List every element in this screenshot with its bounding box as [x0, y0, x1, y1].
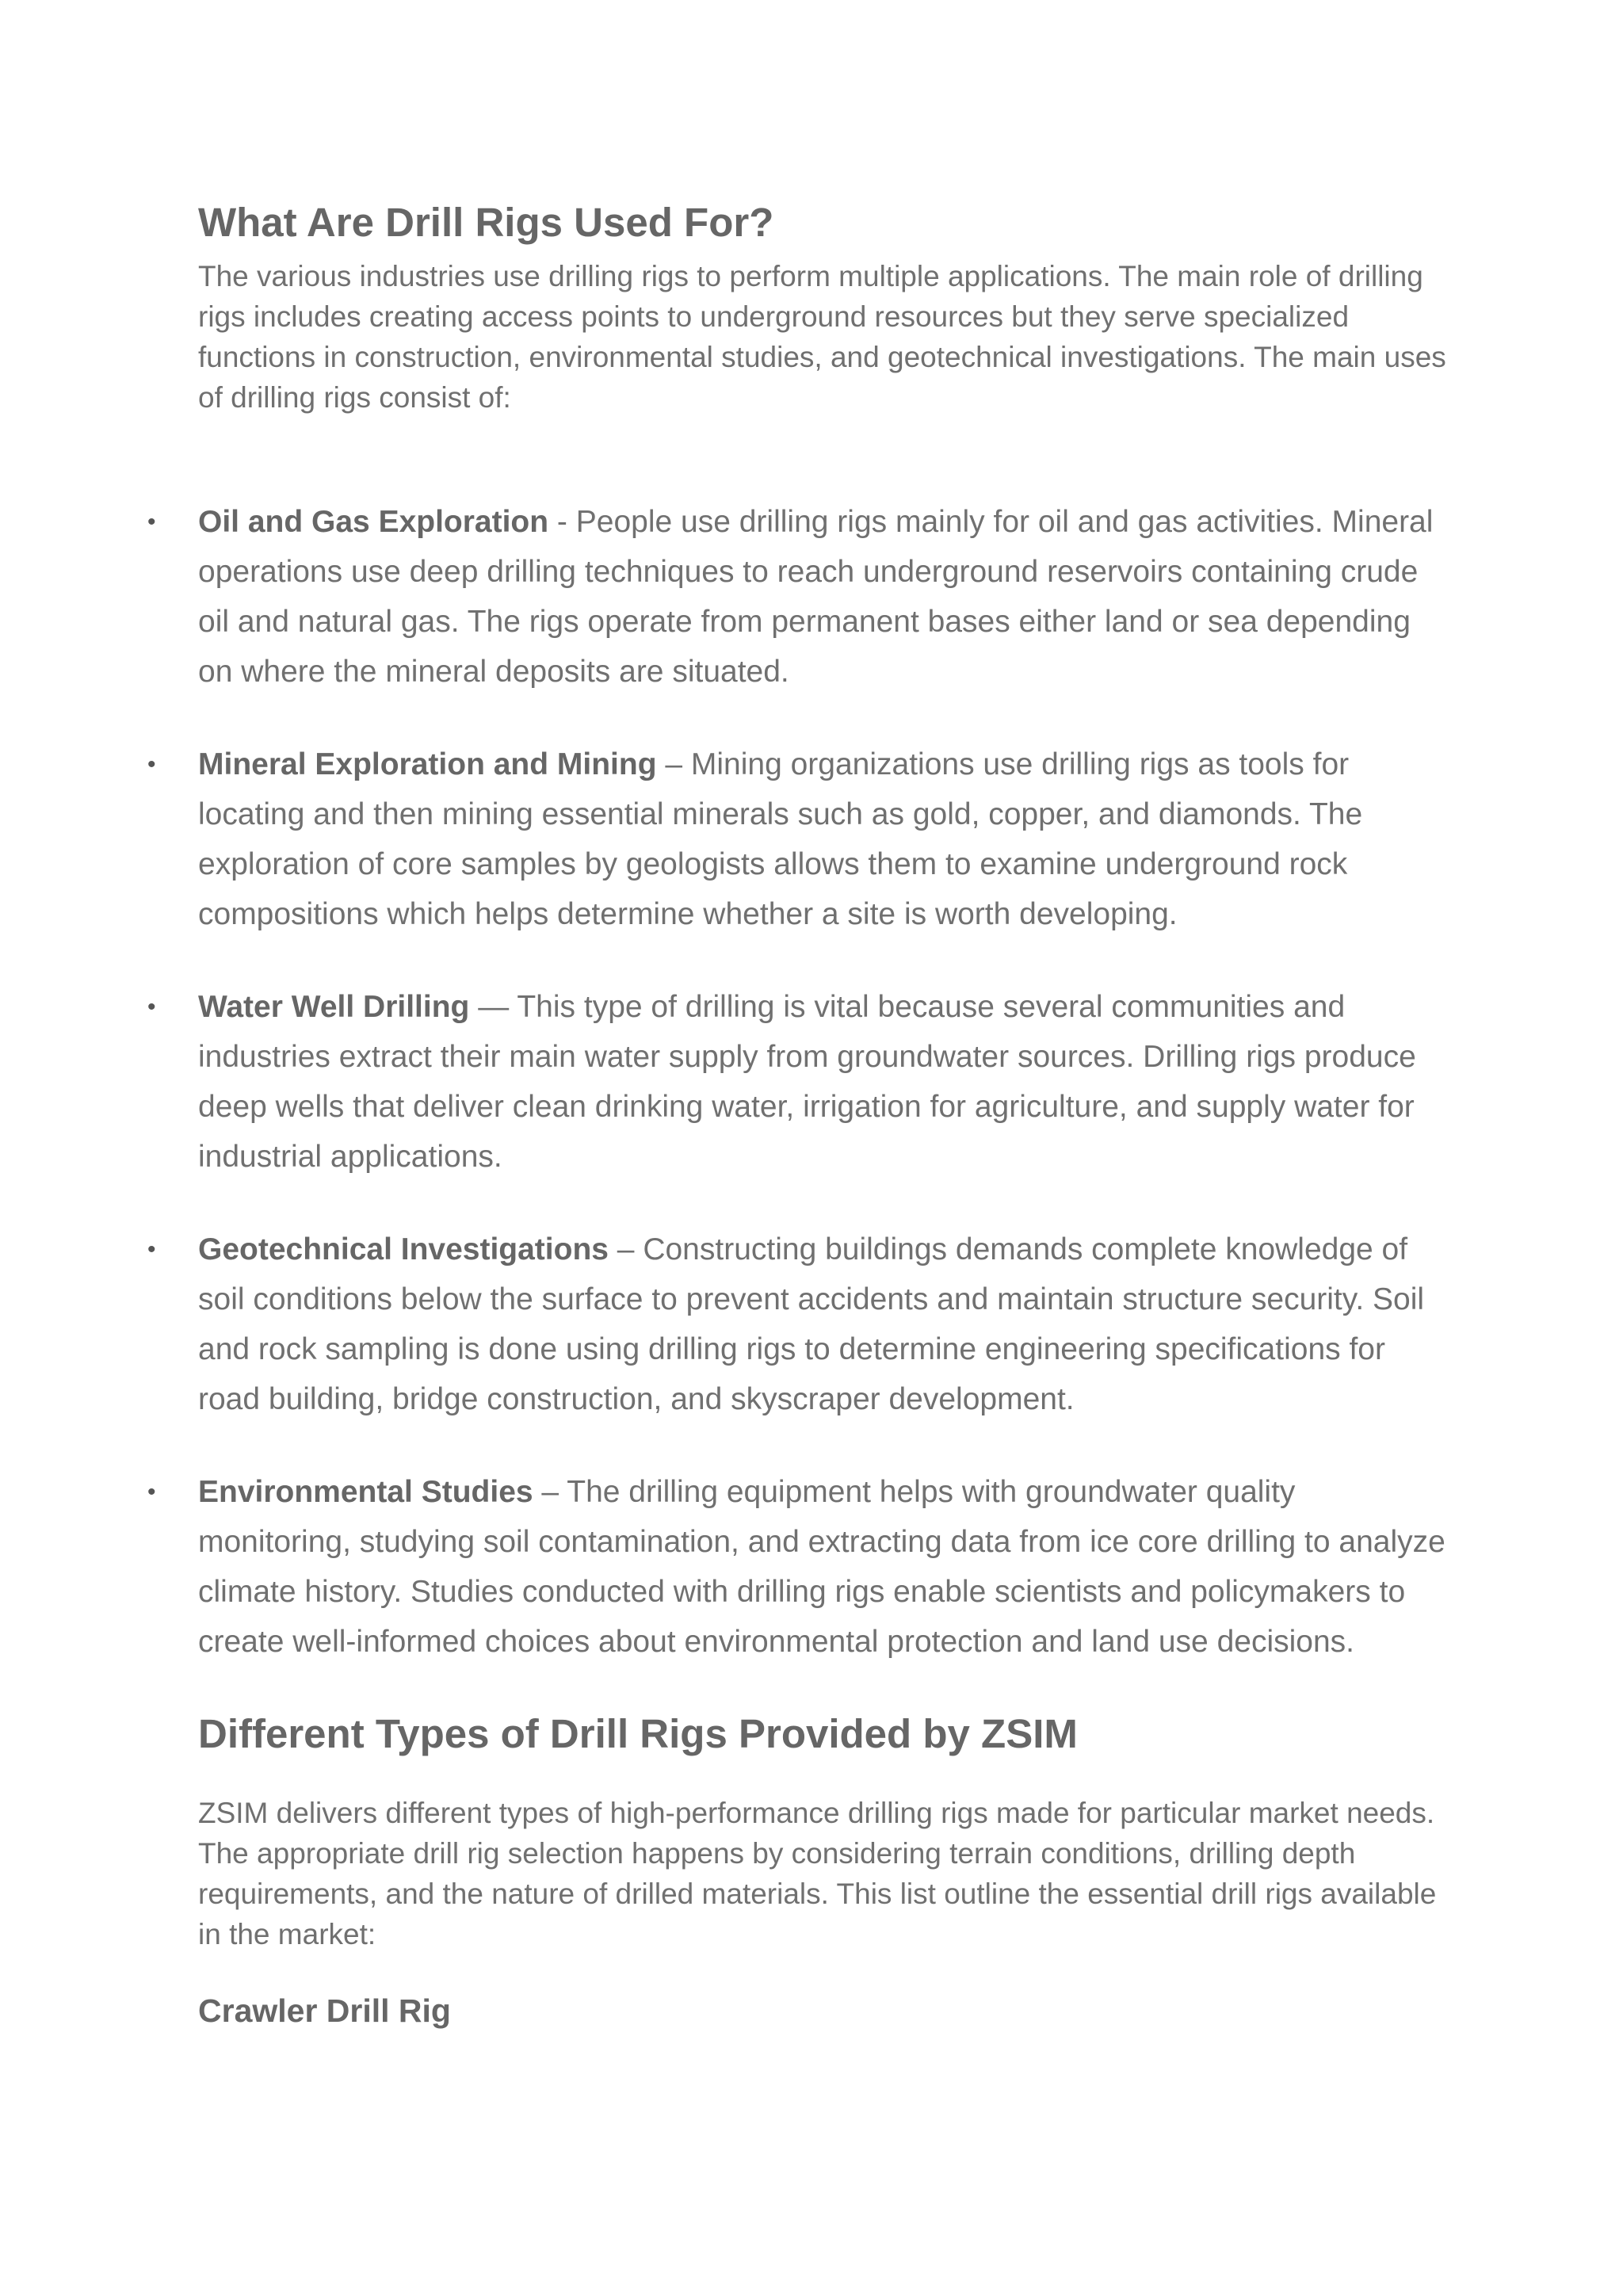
list-item-text: – The drilling equipment helps with groundwater quality monitoring, studying soil contamination, and extracting data from ice core drilling to analyze climate history. Studies conducted with drilling rigs enable scientists and policymakers to create well-informed choices about environmental protection and land use decisions. — [198, 1475, 1445, 1660]
list-item-environmental — [147, 1467, 1450, 1667]
list-item-mineral-mining — [147, 739, 1450, 939]
list-item-text: - People use drilling rigs mainly for oil and gas activities. Mineral operations use deep drilling techniques to reach underground reservoirs containing crude oil and natural gas. The rigs operate from permanent bases either land or sea depending on where the mineral deposits are situated. — [198, 505, 1434, 690]
bullet-icon: • — [147, 1479, 156, 1506]
list-item-water-well — [147, 982, 1450, 1182]
types-intro-paragraph: ZSIM delivers different types of high-performance drilling rigs made for particular market needs. The appropriate drill rig selection happens by considering terrain conditions, drilling depth requirements, and the nature of drilled materials. This list outline the essential drill rigs available in the market: — [198, 1797, 1437, 1951]
uses-list — [147, 497, 1450, 1667]
list-item-term: Mineral Exploration and Mining — [198, 747, 657, 782]
list-item-term: Geotechnical Investigations — [198, 1232, 609, 1267]
document-content — [147, 198, 1450, 2030]
list-item-term: Water Well Drilling — [198, 990, 470, 1025]
list-item-text: – Constructing buildings demands complete knowledge of soil conditions below the surface to prevent accidents and maintain structure security. Soil and rock sampling is done using drilling rigs to determine engineering specifications for road building, bridge construction, and skyscraper development. — [198, 1232, 1425, 1417]
list-item-term: Environmental Studies — [198, 1475, 533, 1510]
list-item-geotechnical — [147, 1224, 1450, 1424]
bullet-icon: • — [147, 751, 156, 778]
bullet-icon: • — [147, 509, 156, 536]
list-item-text: – Mining organizations use drilling rigs as tools for locating and then mining essential minerals such as gold, copper, and diamonds. The exploration of core samples by geologists allows them to examine underground rock compositions which helps determine whether a site is worth developing. — [198, 747, 1363, 932]
list-item-oil-gas — [147, 497, 1450, 697]
bullet-icon: • — [147, 994, 156, 1021]
list-item-text: — This type of drilling is vital because several communities and industries extract their main water supply from groundwater sources. Drilling rigs produce deep wells that deliver clean drinking water, irrigation for agriculture, and supply water for industrial applications. — [198, 990, 1416, 1175]
uses-intro-paragraph: The various industries use drilling rigs to perform multiple applications. The main role of drilling rigs includes creating access points to underground resources but they serve specialized functions in construction, environmental studies, and geotechnical investigations. The main uses of drilling rigs consist of: — [198, 260, 1446, 415]
uses-heading: What Are Drill Rigs Used For? — [198, 200, 774, 245]
crawler-drill-rig-heading: Crawler Drill Rig — [198, 1992, 451, 2030]
types-heading: Different Types of Drill Rigs Provided by ZSIM — [198, 1711, 1078, 1757]
list-item-term: Oil and Gas Exploration — [198, 505, 549, 540]
bullet-icon: • — [147, 1236, 156, 1263]
